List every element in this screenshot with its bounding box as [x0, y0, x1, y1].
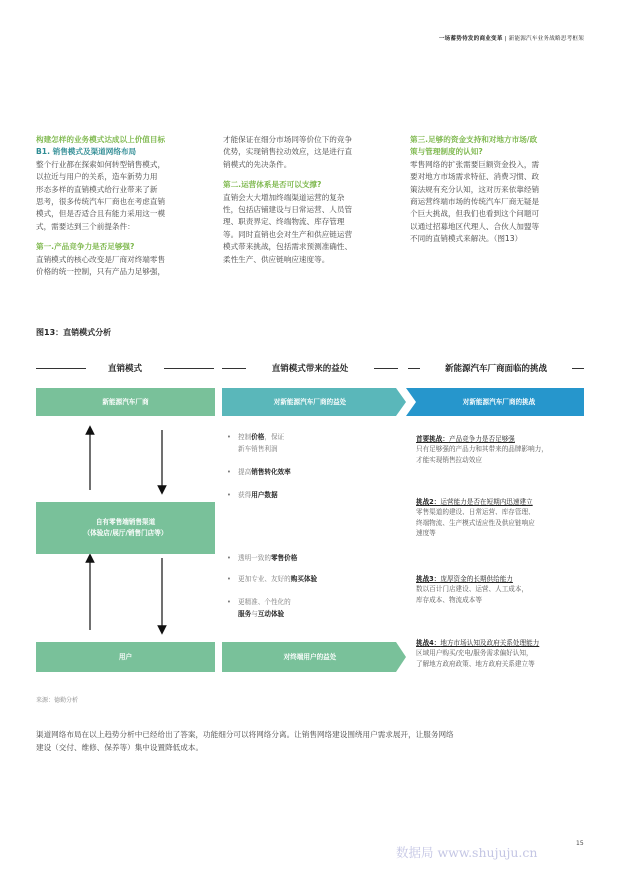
bullet-dot: • — [227, 491, 231, 499]
benefit-mfr-item: • 提高销售转化效率 — [238, 467, 398, 479]
challenge-item: 挑战3：庞厚资金的长期供给能力 数以百计门店建设、运营、人工成本， 库存成本、物流成本等 — [416, 574, 588, 605]
bullet-dot: • — [227, 554, 231, 562]
body-line: 要对地方市场需求特征、消费习惯、政 — [410, 172, 540, 182]
section-heading: 构建怎样的业务模式达成以上价值目标 — [36, 135, 166, 144]
body-line: 等。同时直销也会对生产和供应链运营 — [223, 229, 353, 239]
section-subheading: B1. 销售模式及渠道网络布局 — [36, 147, 137, 157]
body-line: 优势，实现销售拉动效应，这是进行直 — [223, 147, 353, 157]
band-label-challenges: 新能源汽车厂商面临的挑战 — [420, 362, 572, 374]
body-line: 整个行业都在探索如何转型销售模式， — [36, 159, 166, 169]
bullet-dot: • — [227, 598, 231, 606]
body-line: 零售网络的扩张需要巨额资金投入，需 — [410, 159, 540, 169]
band-label-direct-model: 直销模式 — [86, 362, 164, 374]
body-line: 个巨大挑战，但我们也看到这个问题可 — [410, 209, 540, 219]
benefit-mfr-item: • 获得用户数据 — [238, 490, 398, 502]
benefit-user-item: • 更精准、个性化的 服务与互动体验 — [227, 598, 291, 618]
challenge-title: 挑战4：地方市场认知及政府关系处理能力 — [416, 639, 540, 647]
retail-channel-subtitle: （体验店/展厅/销售门店等） — [83, 529, 168, 537]
body-line: 以通过招募地区代理人、合伙人加盟等 — [410, 221, 540, 231]
header-separator: | — [502, 36, 509, 42]
challenge-item: 挑战4：地方市场认知及政府关系处理能力 区域用户购买/充电/服务需求偏好认知， 了解地方政府政策、地方政府关系建立等 — [416, 638, 588, 669]
running-header — [439, 34, 584, 42]
band-label-benefits: 直销模式带来的益处 — [246, 362, 374, 374]
body-line: 直销会大大增加终端渠道运营的复杂 — [223, 192, 345, 202]
challenge-item: 挑战2：运营能力是否在短期内迅速建立 零售渠道的建设、日常运营、库存管理、 终端物流、生产模式适应性及供应链响应 速度等 — [416, 497, 588, 539]
condition-3-title: 第三.足够的资金支持和对地方市场/政 — [410, 135, 538, 144]
closing-line: 渠道网络布局在以上趋势分析中已经给出了答案，功能细分可以将网络分离。让销售网络建设围绕用户需求展开，让服务网络 — [36, 730, 454, 739]
watermark: 数据局 www.shujuju.cn — [396, 845, 538, 860]
body-line: 才能保证在细分市场同等价位下的竞争 — [223, 135, 353, 144]
challenge-title: 首要挑战：产品竞争力是否足够强 — [416, 435, 515, 443]
body-line: 销模式的先决条件。 — [223, 159, 292, 169]
retail-channel-box — [36, 502, 215, 554]
body-line: 理、职责界定、终端物流、库存管理 — [223, 217, 345, 227]
user-box: 用户 — [36, 642, 215, 672]
body-line: 商运营终端市场的传统汽车厂商无疑是 — [410, 197, 540, 207]
body-line: 柔性生产、供应链响应速度等。 — [223, 254, 330, 264]
body-line: 性，包括店铺建设与日常运营、人员管 — [223, 205, 353, 215]
bullet-dot: • — [227, 433, 231, 441]
text-column-2 — [223, 134, 403, 266]
challenge-title: 挑战3：庞厚资金的长期供给能力 — [416, 575, 513, 583]
body-line: 思考，很多传统汽车厂商也在考虑直销 — [36, 197, 166, 207]
benefit-mfr-label: 对新能源汽车厂商的益处 — [273, 397, 347, 406]
body-line: 形态多样的直销模式给行业带来了新 — [36, 184, 158, 194]
condition-1-title: 第一.产品竞争力是否足够强? — [36, 242, 135, 252]
body-line: 不同的直销模式来解决。（图13） — [410, 234, 523, 244]
benefit-user-label: 对终端用户的益处 — [283, 652, 337, 661]
challenge-mfr-label: 对新能源汽车厂商的挑战 — [462, 397, 536, 406]
page-number: 15 — [576, 840, 584, 847]
challenge-title: 挑战2：运营能力是否在短期内迅速建立 — [416, 498, 533, 506]
challenge-item: 首要挑战：产品竞争力是否足够强 只有足够强的产品力和其带来的品牌影响力， 才能实现销售拉动效应 — [416, 434, 588, 465]
spacer — [36, 233, 216, 241]
spacer — [223, 171, 403, 179]
text-column-1 — [36, 134, 216, 278]
body-line: 以拉近与用户的关系，造车新势力用 — [36, 172, 158, 182]
condition-2-title: 第二.运营体系是否可以支撑? — [223, 180, 322, 190]
bullet-dot: • — [227, 575, 231, 583]
closing-line: 建设（交付、维修、保养等）集中设置降低成本。 — [36, 743, 204, 752]
body-line: 策法规有充分认知，这对历来依靠经销 — [410, 184, 540, 194]
closing-paragraph — [36, 728, 584, 754]
benefit-user-item: • 更加专业、友好的购买体验 — [238, 574, 398, 586]
body-line: 模式，但是否适合且有能力采用这一模 — [36, 209, 166, 219]
condition-3-title-cont: 策与管理制度的认知? — [410, 147, 483, 157]
retail-channel-title: 自有零售端销售渠道 — [95, 518, 156, 526]
figure-title: 图13：直销模式分析 — [36, 328, 112, 337]
text-column-3 — [410, 134, 590, 246]
bullet-dot: • — [227, 468, 231, 476]
benefit-user-item: • 透明一致的零售价格 — [238, 553, 398, 565]
header-rest: 新能源汽车业务战略思考框架 — [508, 36, 584, 42]
body-line: 直销模式的核心改变是厂商对终端零售 — [36, 254, 166, 264]
manufacturer-box: 新能源汽车厂商 — [36, 388, 215, 416]
body-line: 价格的统一控制，只有产品力足够强， — [36, 267, 166, 277]
body-line: 式，需要达到三个前提条件： — [36, 221, 135, 231]
benefit-mfr-item: • 控制价格，保证 新车销售利润 — [227, 433, 285, 453]
header-bold: 一场蓄势待发的商业变革 — [438, 36, 503, 42]
figure-source: 来源：德勤分析 — [36, 697, 79, 704]
body-line: 模式带来挑战，包括需求预测准确性、 — [223, 242, 353, 252]
